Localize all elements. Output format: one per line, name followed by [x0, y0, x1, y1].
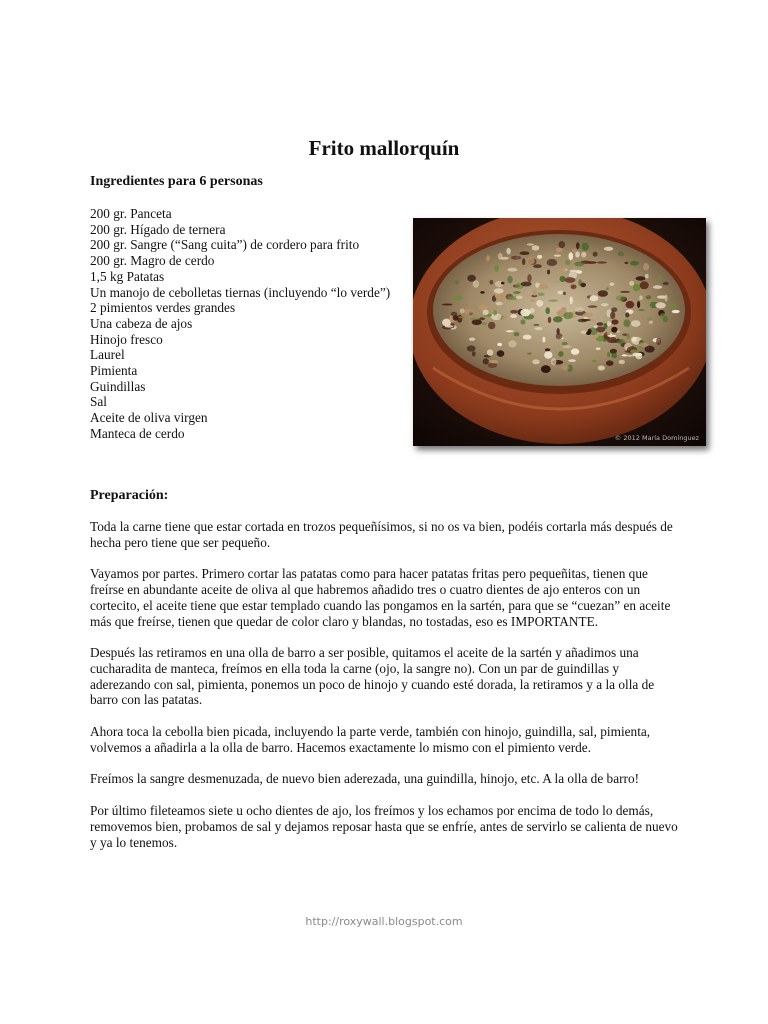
ingredient-item: Sal	[90, 394, 107, 410]
ingredient-item: Pimienta	[90, 363, 138, 379]
ingredient-item: Manteca de cerdo	[90, 425, 185, 441]
paragraph: Freímos la sangre desmenuzada, de nuevo bien aderezada, una guindilla, hinojo, etc. A la olla de barro!	[90, 771, 640, 787]
ingredient-item: 1,5 kg Patatas	[90, 268, 165, 284]
paragraph: Después las retiramos en una olla de barro a ser posible, quitamos el aceite de la sartén y añadimos una cucharadita de manteca, freímos en ella toda la carne (ojo, la sangre no). Con un par de guindillas y aderezando con sal, pimienta, ponemos un poco de hinojo y cuando esté dorada, la retiramos y a la olla de barro con las patatas.	[90, 645, 655, 708]
ingredients-heading: Ingredientes para 6 personas	[90, 174, 263, 189]
paragraph: Ahora toca la cebolla bien picada, incluyendo la parte verde, también con hinojo, guindilla, sal, pimienta, volvemos a añadirla a la olla de barro. Hacemos exactamente lo mismo con el pimiento verde.	[90, 724, 651, 755]
ingredient-item: 200 gr. Magro de cerdo	[90, 253, 215, 269]
ingredient-item: Un manojo de cebolletas tiernas (incluyendo “lo verde”)	[90, 284, 391, 300]
paragraph: Toda la carne tiene que estar cortada en trozos pequeñísimos, si no os va bien, podéis cortarla más después de hecha pero tiene que ser pequeño.	[90, 519, 673, 550]
ingredient-item: 200 gr. Hígado de ternera	[90, 221, 226, 237]
ingredient-item: 2 pimientos verdes grandes	[90, 300, 236, 316]
ingredients-list	[90, 206, 395, 442]
preparation-heading: Preparación:	[90, 488, 169, 503]
ingredient-item: Una cabeza de ajos	[90, 315, 193, 331]
photo-credit: © 2012 María Domínguez	[614, 434, 699, 442]
ingredient-item: Guindillas	[90, 378, 146, 394]
ingredient-item: Aceite de oliva virgen	[90, 410, 208, 426]
page-title: Frito mallorquín	[308, 136, 460, 160]
ingredient-item: 200 gr. Sangre (“Sang cuita”) de cordero para frito	[90, 237, 360, 253]
dish-photo	[413, 218, 706, 446]
ingredient-item: Hinojo fresco	[90, 331, 163, 347]
preparation-text	[90, 519, 680, 866]
paragraph: Por último fileteamos siete u ocho dientes de ajo, los freímos y los echamos por encima de todo lo demás, removemos bien, probamos de sal y dejamos reposar hasta que se enfríe, antes de servirlo se calienta de nuevo y ya lo tenemos.	[90, 803, 678, 850]
ingredient-item: Laurel	[90, 347, 125, 363]
footer-url: http://roxywall.blogspot.com	[305, 915, 463, 928]
ingredient-item: 200 gr. Panceta	[90, 206, 172, 221]
paragraph: Vayamos por partes. Primero cortar las patatas como para hacer patatas fritas pero pequeñitas, tienen que freírse en abundante aceite de oliva al que habremos añadido tres o cuatro dientes de ajo enteros con un cortecito, el aceite tiene que estar templado cuando las pongamos en la sartén, para que se “cuezan” en aceite más que freírse, tienen que quedar de color claro y blandas, no tostadas, eso es IMPORTANTE.	[90, 566, 671, 629]
